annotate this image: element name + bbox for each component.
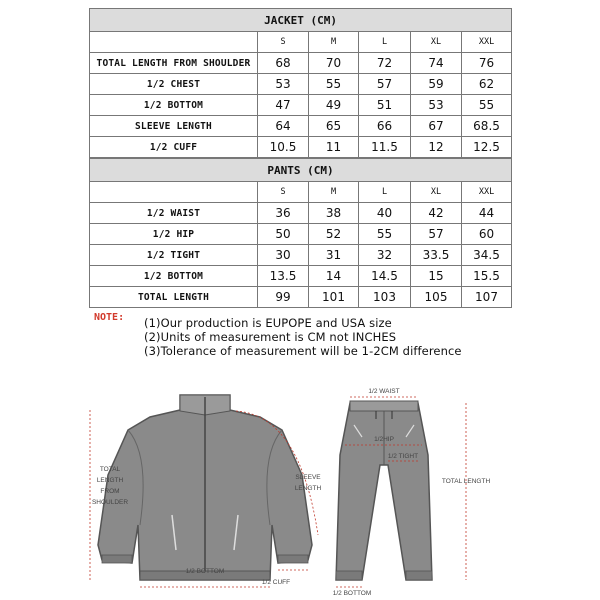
size-header: M — [309, 32, 359, 53]
cell-value: 34.5 — [462, 245, 512, 266]
cell-value: 57 — [359, 74, 411, 95]
cell-value: 12 — [411, 137, 462, 158]
row-label: 1/2 CUFF — [90, 137, 258, 158]
row-label: 1/2 CHEST — [90, 74, 258, 95]
half-tight-label: 1/2 TIGHT — [387, 453, 419, 460]
half-cuff-label: 1/2 CUFF — [261, 579, 291, 586]
cell-value: 53 — [258, 74, 309, 95]
total-length-label: TOTAL — [99, 466, 121, 473]
cell-value: 10.5 — [258, 137, 309, 158]
table-row — [90, 224, 512, 245]
half-bottom-label: 1/2 BOTTOM — [332, 590, 372, 597]
row-label: TOTAL LENGTH FROM SHOULDER — [90, 53, 258, 74]
cell-value: 72 — [359, 53, 411, 74]
jacket-illustration — [98, 395, 312, 580]
pants-size-table — [89, 158, 512, 308]
cell-value: 60 — [462, 224, 512, 245]
cell-value: 55 — [309, 74, 359, 95]
note-label: NOTE: — [94, 312, 125, 323]
cell-value: 11 — [309, 137, 359, 158]
cell-value: 68.5 — [462, 116, 512, 137]
row-label: 1/2 TIGHT — [90, 245, 258, 266]
half-hip-label: 1/2HIP — [374, 436, 394, 443]
size-header: M — [309, 182, 359, 203]
cell-value: 59 — [411, 74, 462, 95]
cell-value: 64 — [258, 116, 309, 137]
size-header: L — [359, 32, 411, 53]
cell-value: 74 — [411, 53, 462, 74]
size-header: XXL — [462, 32, 512, 53]
size-header: XL — [411, 32, 462, 53]
cell-value: 14.5 — [359, 266, 411, 287]
note-line: (2)Units of measurement is CM not INCHES — [144, 330, 397, 344]
table-row — [90, 287, 512, 308]
table-row — [90, 74, 512, 95]
cell-value: 32 — [359, 245, 411, 266]
size-header: XXL — [462, 182, 512, 203]
cell-value: 68 — [258, 53, 309, 74]
row-label: 1/2 BOTTOM — [90, 266, 258, 287]
cell-value: 51 — [359, 95, 411, 116]
jacket-size-table — [89, 8, 512, 158]
cell-value: 103 — [359, 287, 411, 308]
cell-value: 65 — [309, 116, 359, 137]
cell-value: 11.5 — [359, 137, 411, 158]
cell-value: 47 — [258, 95, 309, 116]
table-row — [90, 245, 512, 266]
total-length-label: TOTAL LENGTH — [441, 478, 491, 485]
row-label: SLEEVE LENGTH — [90, 116, 258, 137]
pants-table-title: PANTS (CM) — [90, 159, 512, 182]
row-label: TOTAL LENGTH — [90, 287, 258, 308]
cell-value: 13.5 — [258, 266, 309, 287]
cell-value: 55 — [359, 224, 411, 245]
table-row — [90, 266, 512, 287]
cell-value: 49 — [309, 95, 359, 116]
cell-value: 107 — [462, 287, 512, 308]
row-label: 1/2 WAIST — [90, 203, 258, 224]
row-label: 1/2 BOTTOM — [90, 95, 258, 116]
cell-value: 33.5 — [411, 245, 462, 266]
cell-value: 70 — [309, 53, 359, 74]
half-waist-label: 1/2 WAIST — [368, 388, 400, 395]
row-label: 1/2 HIP — [90, 224, 258, 245]
total-length-label: FROM — [100, 488, 120, 495]
cell-value: 15 — [411, 266, 462, 287]
table-row — [90, 95, 512, 116]
cell-value: 57 — [411, 224, 462, 245]
total-length-label: LENGTH — [96, 477, 124, 484]
table-row — [90, 137, 512, 158]
size-header-blank — [90, 32, 258, 53]
cell-value: 15.5 — [462, 266, 512, 287]
cell-value: 40 — [359, 203, 411, 224]
size-header: XL — [411, 182, 462, 203]
size-header: S — [258, 182, 309, 203]
sleeve-length-label: SLEEVE — [295, 474, 321, 481]
size-header: S — [258, 32, 309, 53]
cell-value: 31 — [309, 245, 359, 266]
size-header-blank — [90, 182, 258, 203]
cell-value: 55 — [462, 95, 512, 116]
cell-value: 62 — [462, 74, 512, 95]
pants-illustration — [336, 401, 432, 580]
cell-value: 101 — [309, 287, 359, 308]
cell-value: 105 — [411, 287, 462, 308]
cell-value: 42 — [411, 203, 462, 224]
cell-value: 38 — [309, 203, 359, 224]
jacket-table-title: JACKET (CM) — [90, 9, 512, 32]
cell-value: 12.5 — [462, 137, 512, 158]
cell-value: 76 — [462, 53, 512, 74]
cell-value: 53 — [411, 95, 462, 116]
cell-value: 52 — [309, 224, 359, 245]
cell-value: 44 — [462, 203, 512, 224]
table-row — [90, 203, 512, 224]
cell-value: 67 — [411, 116, 462, 137]
cell-value: 30 — [258, 245, 309, 266]
table-row — [90, 53, 512, 74]
cell-value: 36 — [258, 203, 309, 224]
table-row — [90, 116, 512, 137]
cell-value: 99 — [258, 287, 309, 308]
sleeve-length-label: LENGTH — [294, 485, 322, 492]
total-length-label: SHOULDER — [91, 499, 129, 506]
size-header: L — [359, 182, 411, 203]
cell-value: 14 — [309, 266, 359, 287]
note-line: (1)Our production is EUPOPE and USA size — [144, 316, 392, 330]
note-line: (3)Tolerance of measurement will be 1-2CM difference — [144, 344, 462, 358]
half-bottom-label: 1/2 BOTTOM — [185, 568, 225, 575]
cell-value: 66 — [359, 116, 411, 137]
cell-value: 50 — [258, 224, 309, 245]
garment-measurement-diagram — [0, 375, 600, 600]
